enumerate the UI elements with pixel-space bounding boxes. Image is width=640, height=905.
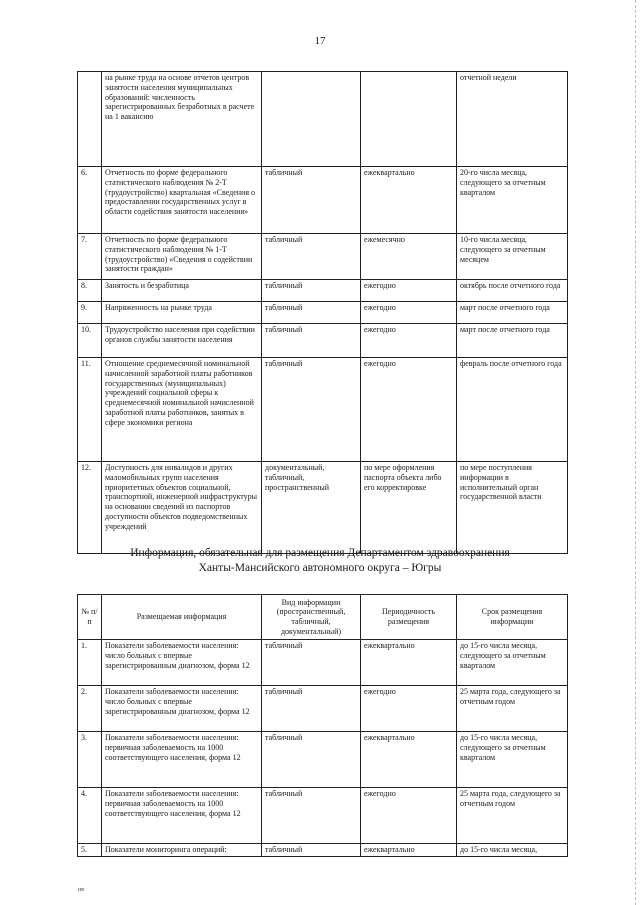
term-cell: до 15-го числа месяца, следующего за отчетным кварталом	[457, 732, 568, 788]
heading-line-1: Информация, обязательная для размещения Департаментом здравоохранения	[130, 547, 510, 559]
row-number	[78, 72, 102, 167]
view-cell: табличный	[262, 358, 361, 462]
period-cell: ежеквартально	[361, 640, 457, 686]
section-heading	[60, 546, 580, 575]
info-cell: на рынке труда на основе отчетов центров занятости населения муниципальных образований: численность зарегистрированных безработных в расчете на 1 вакансию	[102, 72, 262, 167]
info-cell: Отчетность по форме федерального статистического наблюдения № 2-Т (трудоустройство) квартальная «Сведения о предоставлении государственных услуг в области содействия занятости населения»	[102, 167, 262, 234]
view-cell: табличный	[262, 280, 361, 302]
table-row	[78, 686, 568, 732]
header-term: Срок размещения информации	[457, 595, 568, 640]
table-row	[78, 732, 568, 788]
row-number: 9.	[78, 302, 102, 324]
view-cell: документальный, табличный, пространственный	[262, 462, 361, 554]
view-cell: табличный	[262, 686, 361, 732]
row-number: 8.	[78, 280, 102, 302]
heading-line-2: Ханты-Мансийского автономного округа – Югры	[198, 561, 442, 574]
period-cell: ежегодно	[361, 358, 457, 462]
row-number: 10.	[78, 324, 102, 358]
view-cell: табличный	[262, 640, 361, 686]
term-cell: 25 марта года, следующего за отчетным годом	[457, 788, 568, 844]
header-view: Вид информации (пространственный, табличный, документальный)	[262, 595, 361, 640]
table-row	[78, 358, 568, 462]
term-cell: март после отчетного года	[457, 302, 568, 324]
view-cell: табличный	[262, 324, 361, 358]
term-cell: 10-го числа месяца, следующего за отчетным месяцем	[457, 234, 568, 280]
period-cell: ежеквартально	[361, 167, 457, 234]
header-info: Размещаемая информация	[102, 595, 262, 640]
term-cell: до 15-го числа месяца,	[457, 844, 568, 857]
period-cell: ежемесячно	[361, 234, 457, 280]
term-cell: до 15-го числа месяца, следующего за отчетным кварталом	[457, 640, 568, 686]
scan-edge	[635, 0, 638, 905]
term-cell: отчетной недели	[457, 72, 568, 167]
period-cell	[361, 72, 457, 167]
info-cell: Показатели мониторинга операций:	[102, 844, 262, 857]
row-number: 11.	[78, 358, 102, 462]
period-cell: ежеквартально	[361, 732, 457, 788]
row-number: 5.	[78, 844, 102, 857]
row-number: 7.	[78, 234, 102, 280]
period-cell: по мере оформления паспорта объекта либо его корректировке	[361, 462, 457, 554]
view-cell: табличный	[262, 732, 361, 788]
view-cell	[262, 72, 361, 167]
view-cell: табличный	[262, 844, 361, 857]
table-row	[78, 640, 568, 686]
table-row	[78, 324, 568, 358]
info-cell: Доступность для инвалидов и других маломобильных групп населения приоритетных объектов социальной, транспортной, инженерной инфраструктуры на основании сведений из паспортов доступности объектов подведомственных учреждений	[102, 462, 262, 554]
row-number: 12.	[78, 462, 102, 554]
healthcare-info-table	[77, 594, 568, 857]
row-number: 2.	[78, 686, 102, 732]
info-cell: Показатели заболеваемости населения: первичная заболеваемость на 1000 соответствующего населения, форма 12	[102, 788, 262, 844]
view-cell: табличный	[262, 234, 361, 280]
period-cell: ежеквартально	[361, 844, 457, 857]
info-cell: Показатели заболеваемости населения: число больных с впервые зарегистрированным диагнозом, форма 12	[102, 686, 262, 732]
table-row	[78, 844, 568, 857]
table-row	[78, 302, 568, 324]
table-row	[78, 167, 568, 234]
view-cell: табличный	[262, 167, 361, 234]
period-cell: ежегодно	[361, 686, 457, 732]
table-row	[78, 280, 568, 302]
term-cell: 20-го числа месяца, следующего за отчетным кварталом	[457, 167, 568, 234]
period-cell: ежегодно	[361, 324, 457, 358]
table-row	[78, 462, 568, 554]
view-cell: табличный	[262, 302, 361, 324]
table-header-row	[78, 595, 568, 640]
period-cell: ежегодно	[361, 302, 457, 324]
table-row	[78, 788, 568, 844]
term-cell: по мере поступления информации в исполнительный орган государственной власти	[457, 462, 568, 554]
row-number: 3.	[78, 732, 102, 788]
info-cell: Занятость и безработица	[102, 280, 262, 302]
info-cell: Отчетность по форме федерального статистического наблюдения № 1-Т (трудоустройство) «Сведения о содействии занятости граждан»	[102, 234, 262, 280]
info-cell: Отношение среднемесячной номинальной начисленной заработной платы работников государственных (муниципальных) учреждений социальной сферы к среднемесячной номинальной начисленной заработной платы работников, занятых в сфере экономики региона	[102, 358, 262, 462]
row-number: 6.	[78, 167, 102, 234]
table-row	[78, 72, 568, 167]
page-number: 17	[314, 35, 326, 47]
info-cell: Показатели заболеваемости населения: первичная заболеваемость на 1000 соответствующего населения, форма 12	[102, 732, 262, 788]
period-cell: ежегодно	[361, 788, 457, 844]
header-num: № п/п	[78, 595, 102, 640]
table-row	[78, 234, 568, 280]
info-cell: Показатели заболеваемости населения: число больных с впервые зарегистрированным диагнозом, форма 12	[102, 640, 262, 686]
view-cell: табличный	[262, 788, 361, 844]
row-number: 4.	[78, 788, 102, 844]
header-period: Периодичность размещения	[361, 595, 457, 640]
term-cell: март после отчетного года	[457, 324, 568, 358]
employment-reporting-table	[77, 71, 568, 554]
row-number: 1.	[78, 640, 102, 686]
period-cell: ежегодно	[361, 280, 457, 302]
footer-mark: нв	[78, 887, 85, 893]
term-cell: октябрь после отчетного года	[457, 280, 568, 302]
info-cell: Трудоустройство населения при содействии органов службы занятости населения	[102, 324, 262, 358]
info-cell: Напряженность на рынке труда	[102, 302, 262, 324]
term-cell: 25 марта года, следующего за отчетным годом	[457, 686, 568, 732]
term-cell: февраль после отчетного года	[457, 358, 568, 462]
